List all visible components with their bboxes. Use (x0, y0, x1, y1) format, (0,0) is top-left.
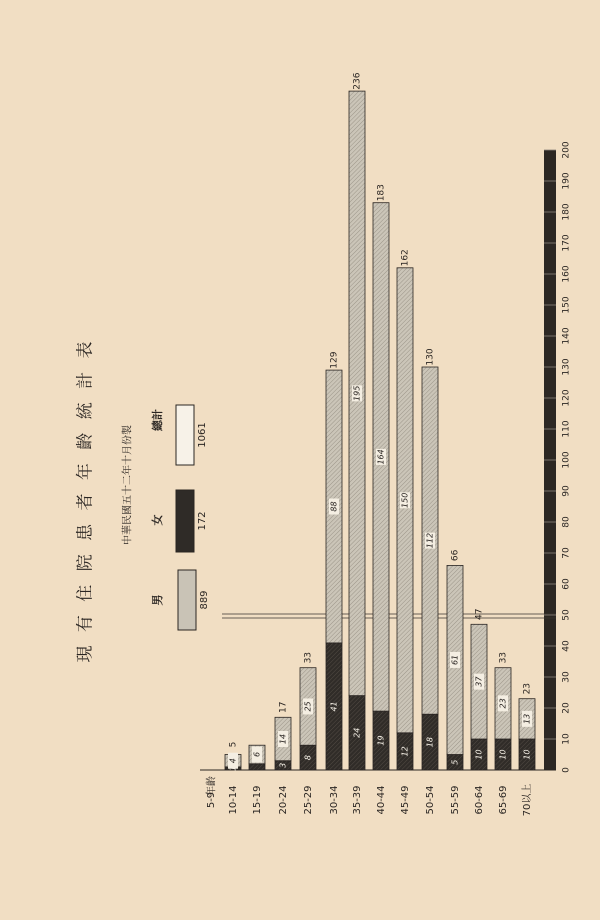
axis-tick-label: 40 (561, 640, 572, 652)
male-value-label: 164 (376, 449, 386, 465)
total-value-label: 47 (474, 608, 485, 621)
category-label: 30-34 (329, 785, 340, 815)
male-value-label: 14 (278, 733, 288, 745)
axis-tick-label: 60 (561, 578, 572, 590)
axis-tick-label: 30 (561, 671, 572, 683)
total-value-label: 183 (376, 184, 387, 202)
bar-female (249, 764, 265, 770)
legend-value: 1061 (197, 422, 208, 448)
male-value-label: 195 (352, 385, 362, 401)
axis-tick-label: 50 (561, 609, 572, 621)
female-value-label: 41 (329, 701, 339, 712)
category-label: 50-54 (425, 785, 436, 815)
axis-tick-label: 150 (561, 296, 572, 314)
female-value-label: 24 (352, 727, 362, 738)
female-value-label: 18 (425, 737, 435, 748)
category-label: 60-64 (474, 785, 485, 815)
axis-tick-label: 170 (561, 234, 572, 252)
chart-subtitle: 中華民國五十二年十月份製 (122, 425, 134, 545)
male-value-label: 88 (329, 501, 339, 512)
male-value-label: 23 (498, 698, 508, 709)
female-value-label: 5 (450, 759, 460, 765)
axis-tick-label: 10 (561, 733, 572, 745)
total-value-label: 33 (303, 651, 314, 664)
female-value-label: 19 (376, 735, 386, 746)
male-value-label: 37 (474, 676, 484, 687)
category-label: 45-49 (400, 785, 411, 815)
male-value-label: 61 (450, 654, 460, 666)
female-value-label: 10 (498, 749, 508, 760)
axis-tick-label: 80 (561, 516, 572, 528)
category-label: 15-19 (252, 785, 263, 815)
chart-title: 現 有 住 院 患 者 年 齡 統 計 表 (75, 337, 96, 663)
axis-tick-label: 110 (561, 420, 572, 438)
legend-value: 172 (197, 511, 208, 531)
legend-swatch (176, 490, 194, 552)
total-value-label: 130 (425, 348, 436, 366)
category-label: 65-69 (498, 785, 509, 815)
x-header: 年齡 (206, 776, 218, 796)
legend-swatch (178, 570, 196, 630)
category-label: 70以上 (522, 783, 533, 817)
total-value-label: 23 (522, 682, 533, 695)
total-value-label: 5 (228, 741, 239, 748)
male-value-label: 112 (425, 532, 435, 549)
total-value-label: 162 (400, 249, 411, 267)
axis-tick-label: 70 (561, 547, 572, 559)
category-label: 25-29 (303, 785, 314, 815)
legend-label: 總計 (151, 409, 164, 431)
axis-tick-label: 160 (561, 265, 572, 283)
category-label: 55-59 (450, 785, 461, 815)
male-value-label: 150 (400, 492, 410, 508)
axis-tick-label: 0 (561, 767, 572, 773)
total-value-label: 33 (498, 651, 509, 664)
total-value-label: 17 (278, 701, 289, 714)
male-value-label: 4 (228, 758, 238, 764)
legend-label: 男 (151, 594, 164, 606)
legend-swatch (176, 405, 194, 465)
category-label: 20-24 (278, 785, 289, 815)
female-value-label: 10 (474, 749, 484, 760)
axis-tick-label: 20 (561, 702, 572, 714)
axis-tick-label: 100 (561, 451, 572, 469)
category-label: 35-39 (352, 785, 363, 815)
female-value-label: 12 (400, 746, 410, 757)
male-value-label: 25 (303, 701, 313, 712)
male-value-label: 13 (522, 713, 532, 724)
male-value-label: 6 (252, 751, 262, 758)
axis-tick-label: 200 (561, 141, 572, 159)
female-value-label: 3 (278, 762, 288, 768)
axis-tick-label: 190 (561, 172, 572, 190)
total-value-label: 129 (329, 351, 340, 369)
female-value-label: 10 (522, 749, 532, 760)
female-value-label: 8 (303, 755, 313, 761)
category-label: 10-14 (228, 785, 239, 815)
category-label: 5-9 (206, 791, 217, 809)
axis-tick-label: 130 (561, 358, 572, 376)
total-value-label: 236 (352, 72, 363, 90)
axis-tick-label: 120 (561, 389, 572, 407)
axis-tick-label: 90 (561, 485, 572, 497)
legend-label: 女 (151, 514, 164, 526)
axis-tick-label: 180 (561, 203, 572, 221)
axis-tick-label: 140 (561, 327, 572, 345)
total-value-label: 66 (450, 549, 461, 562)
category-label: 40-44 (376, 785, 387, 815)
legend-value: 889 (199, 590, 210, 610)
